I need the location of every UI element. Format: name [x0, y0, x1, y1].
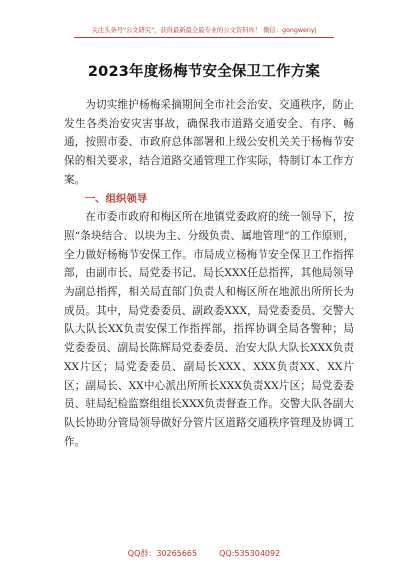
document-title: 2023年度杨梅节安全保卫工作方案 — [87, 64, 321, 80]
header-banner: 关注头条号"公文研究"，获得最新最全最专业的公文资料库！ 微信：gongwenyj — [91, 27, 317, 34]
section-heading-organization: 一、组织领导 — [84, 192, 148, 205]
header-divider — [74, 37, 334, 38]
document-body — [64, 96, 354, 451]
intro-paragraph: 为切实维护杨梅采摘期间全市社会治安、交通秩序，防止发生各类治安灾害事故，确保我市道路交通安全、有序、畅通，按照市委、市政府总体部署和上级公安机关关于杨梅节安保的相关要求，结合道路交通管理工作实际，特制订本工作方案。 — [64, 99, 354, 186]
section-paragraph-organization: 在市委市政府和梅区所在地镇党委政府的统一领导下，按照“条块结合、以块为主、分级负责、属地管理”的工作原则，全力做好杨梅节安保工作。市局成立杨梅节安全保卫工作指挥部，由副市长、局党委书记、局长XXX任总指挥，其他局领导为副总指挥，相关局直部门负责人和梅区所在地派出所所长为成员。其中，局党委委员、副政委XXX，局党委委员、交警大队大队长XX负责安保工作指挥部，指挥协调全局各警种；局党委委员、副局长陈辉局党委委员、治安大队大队长XXX负责XX片区；局党委委员、副局长XXX、XXX负责XX、XX片区；副局长、XX中心派出所所长XXX负责XX片区；局党委委员、驻局纪检监察组组长XXX负责督查工作。交警大队各副大队长协助分管局领导做好分管片区道路交通秩序管理及协调工作。 — [64, 211, 354, 448]
footer-qq: QQ:535304092 — [219, 549, 281, 558]
footer — [0, 548, 408, 559]
footer-qq-group: QQ群：30265665 — [127, 549, 198, 558]
